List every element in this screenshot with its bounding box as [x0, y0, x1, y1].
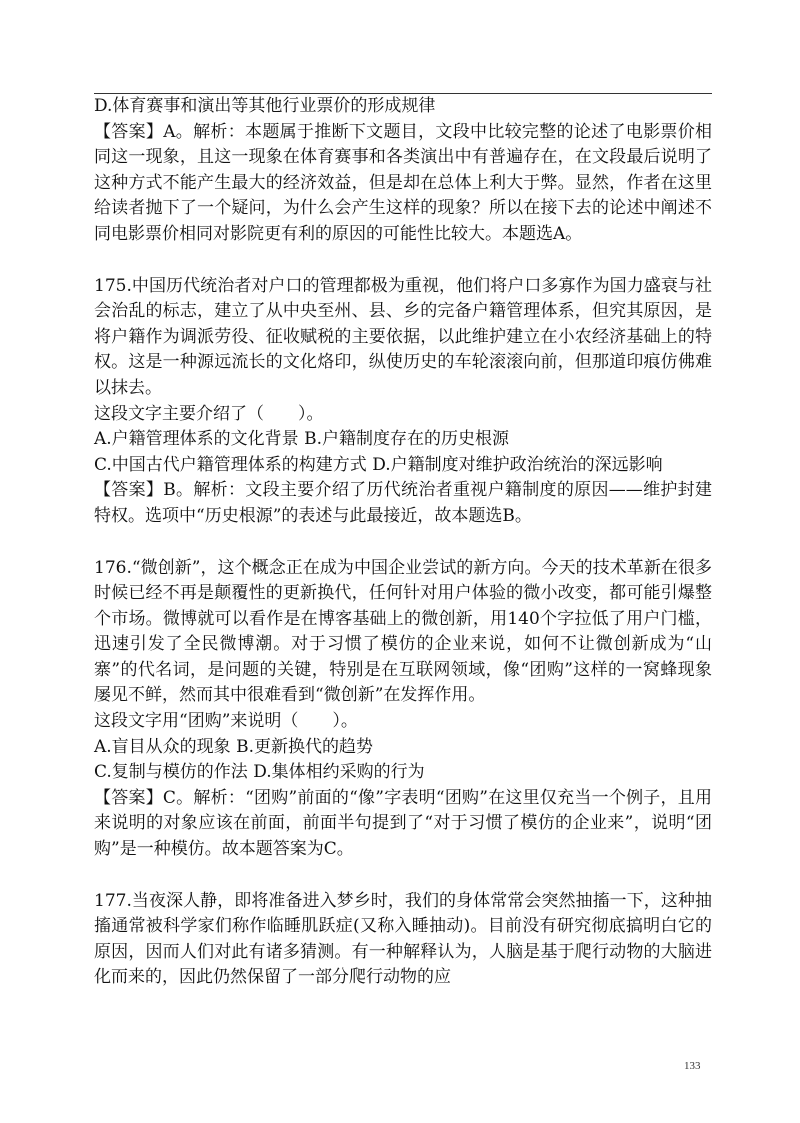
q175-passage: 175.中国历代统治者对户口的管理都极为重视，他们将户口多寡作为国力盛衰与社会治乱的标志，建立了从中央至州、县、乡的完备户籍管理体系，但究其原因，是将户籍作为调派劳役、征收赋税的主要依据，以此维护建立在小农经济基础上的特权。这是一种源远流长的文化烙印，纵使历史的车轮滚滚向前，但那道印痕仿佛难以抹去。 — [94, 275, 712, 398]
q177-passage: 177.当夜深人静，即将准备进入梦乡时，我们的身体常常会突然抽搐一下，这种抽搐通常被科学家们称作临睡肌跃症(又称入睡抽动)。目前没有研究彻底搞明白它的原因，因而人们对此有诸多猜测。有一种解释认为，人脑是基于爬行动物的大脑进化而来的，因此仍然保留了一部分爬行动物的应 — [94, 890, 712, 988]
page-content — [94, 94, 712, 991]
q176-prompt: 这段文字用“团购”来说明（ ）。 — [94, 711, 358, 732]
q175-options-cd: C.中国古代户籍管理体系的构建方式 D.户籍制度对维护政治统治的深远影响 — [94, 454, 663, 475]
q176-passage: 176.“微创新”，这个概念正在成为中国企业尝试的新方向。今天的技术革新在很多时候已经不再是颠覆性的更新换代，任何针对用户体验的微小改变，都可能引爆整个市场。微博就可以看作是在博客基础上的微创新，用140个字拉低了用户门槛，迅速引发了全民微博潮。对于习惯了模仿的企业来说，如何不让微创新成为“山寨”的代名词，是问题的关键，特别是在互联网领域，像“团购”这样的一窝蜂现象屡见不鲜，然而其中很难看到“微创新”在发挥作用。 — [94, 557, 712, 706]
q176-options-cd: C.复制与模仿的作法 D.集体相约采购的行为 — [94, 762, 425, 783]
prev-question-option-d: D.体育赛事和演出等其他行业票价的形成规律 — [94, 96, 436, 116]
paragraph-gap — [94, 248, 712, 274]
q175-prompt: 这段文字主要介绍了（ ）。 — [94, 403, 324, 424]
paragraph-gap — [94, 863, 712, 889]
q176-options-ab: A.盲目从众的现象 B.更新换代的趋势 — [94, 736, 373, 757]
paragraph-gap — [94, 530, 712, 556]
page-number: 133 — [684, 1060, 701, 1072]
q175-options-ab: A.户籍管理体系的文化背景 B.户籍制度存在的历史根源 — [94, 429, 509, 450]
q175-answer: 【答案】B。解析：文段主要介绍了历代统治者重视户籍制度的原因——维护封建特权。选项中“历史根源”的表述与此最接近，故本题选B。 — [94, 480, 712, 526]
prev-question-answer: 【答案】A。解析：本题属于推断下文题目，文段中比较完整的论述了电影票价相同这一现象，且这一现象在体育赛事和各类演出中有普遍存在，在文段最后说明了这种方式不能产生最大的经济效益，但是却在总体上利大于弊。显然，作者在这里给读者抛下了一个疑问，为什么会产生这样的现象？所以在接下去的论述中阐述不同电影票价相同对影院更有利的原因的可能性比较大。本题选A。 — [94, 121, 712, 244]
q176-answer: 【答案】C。解析：“团购”前面的“像”字表明“团购”在这里仅充当一个例子，且用来说明的对象应该在前面，前面半句提到了“对于习惯了模仿的企业来”，说明“团购”是一种模仿。故本题答案为C。 — [94, 787, 712, 860]
